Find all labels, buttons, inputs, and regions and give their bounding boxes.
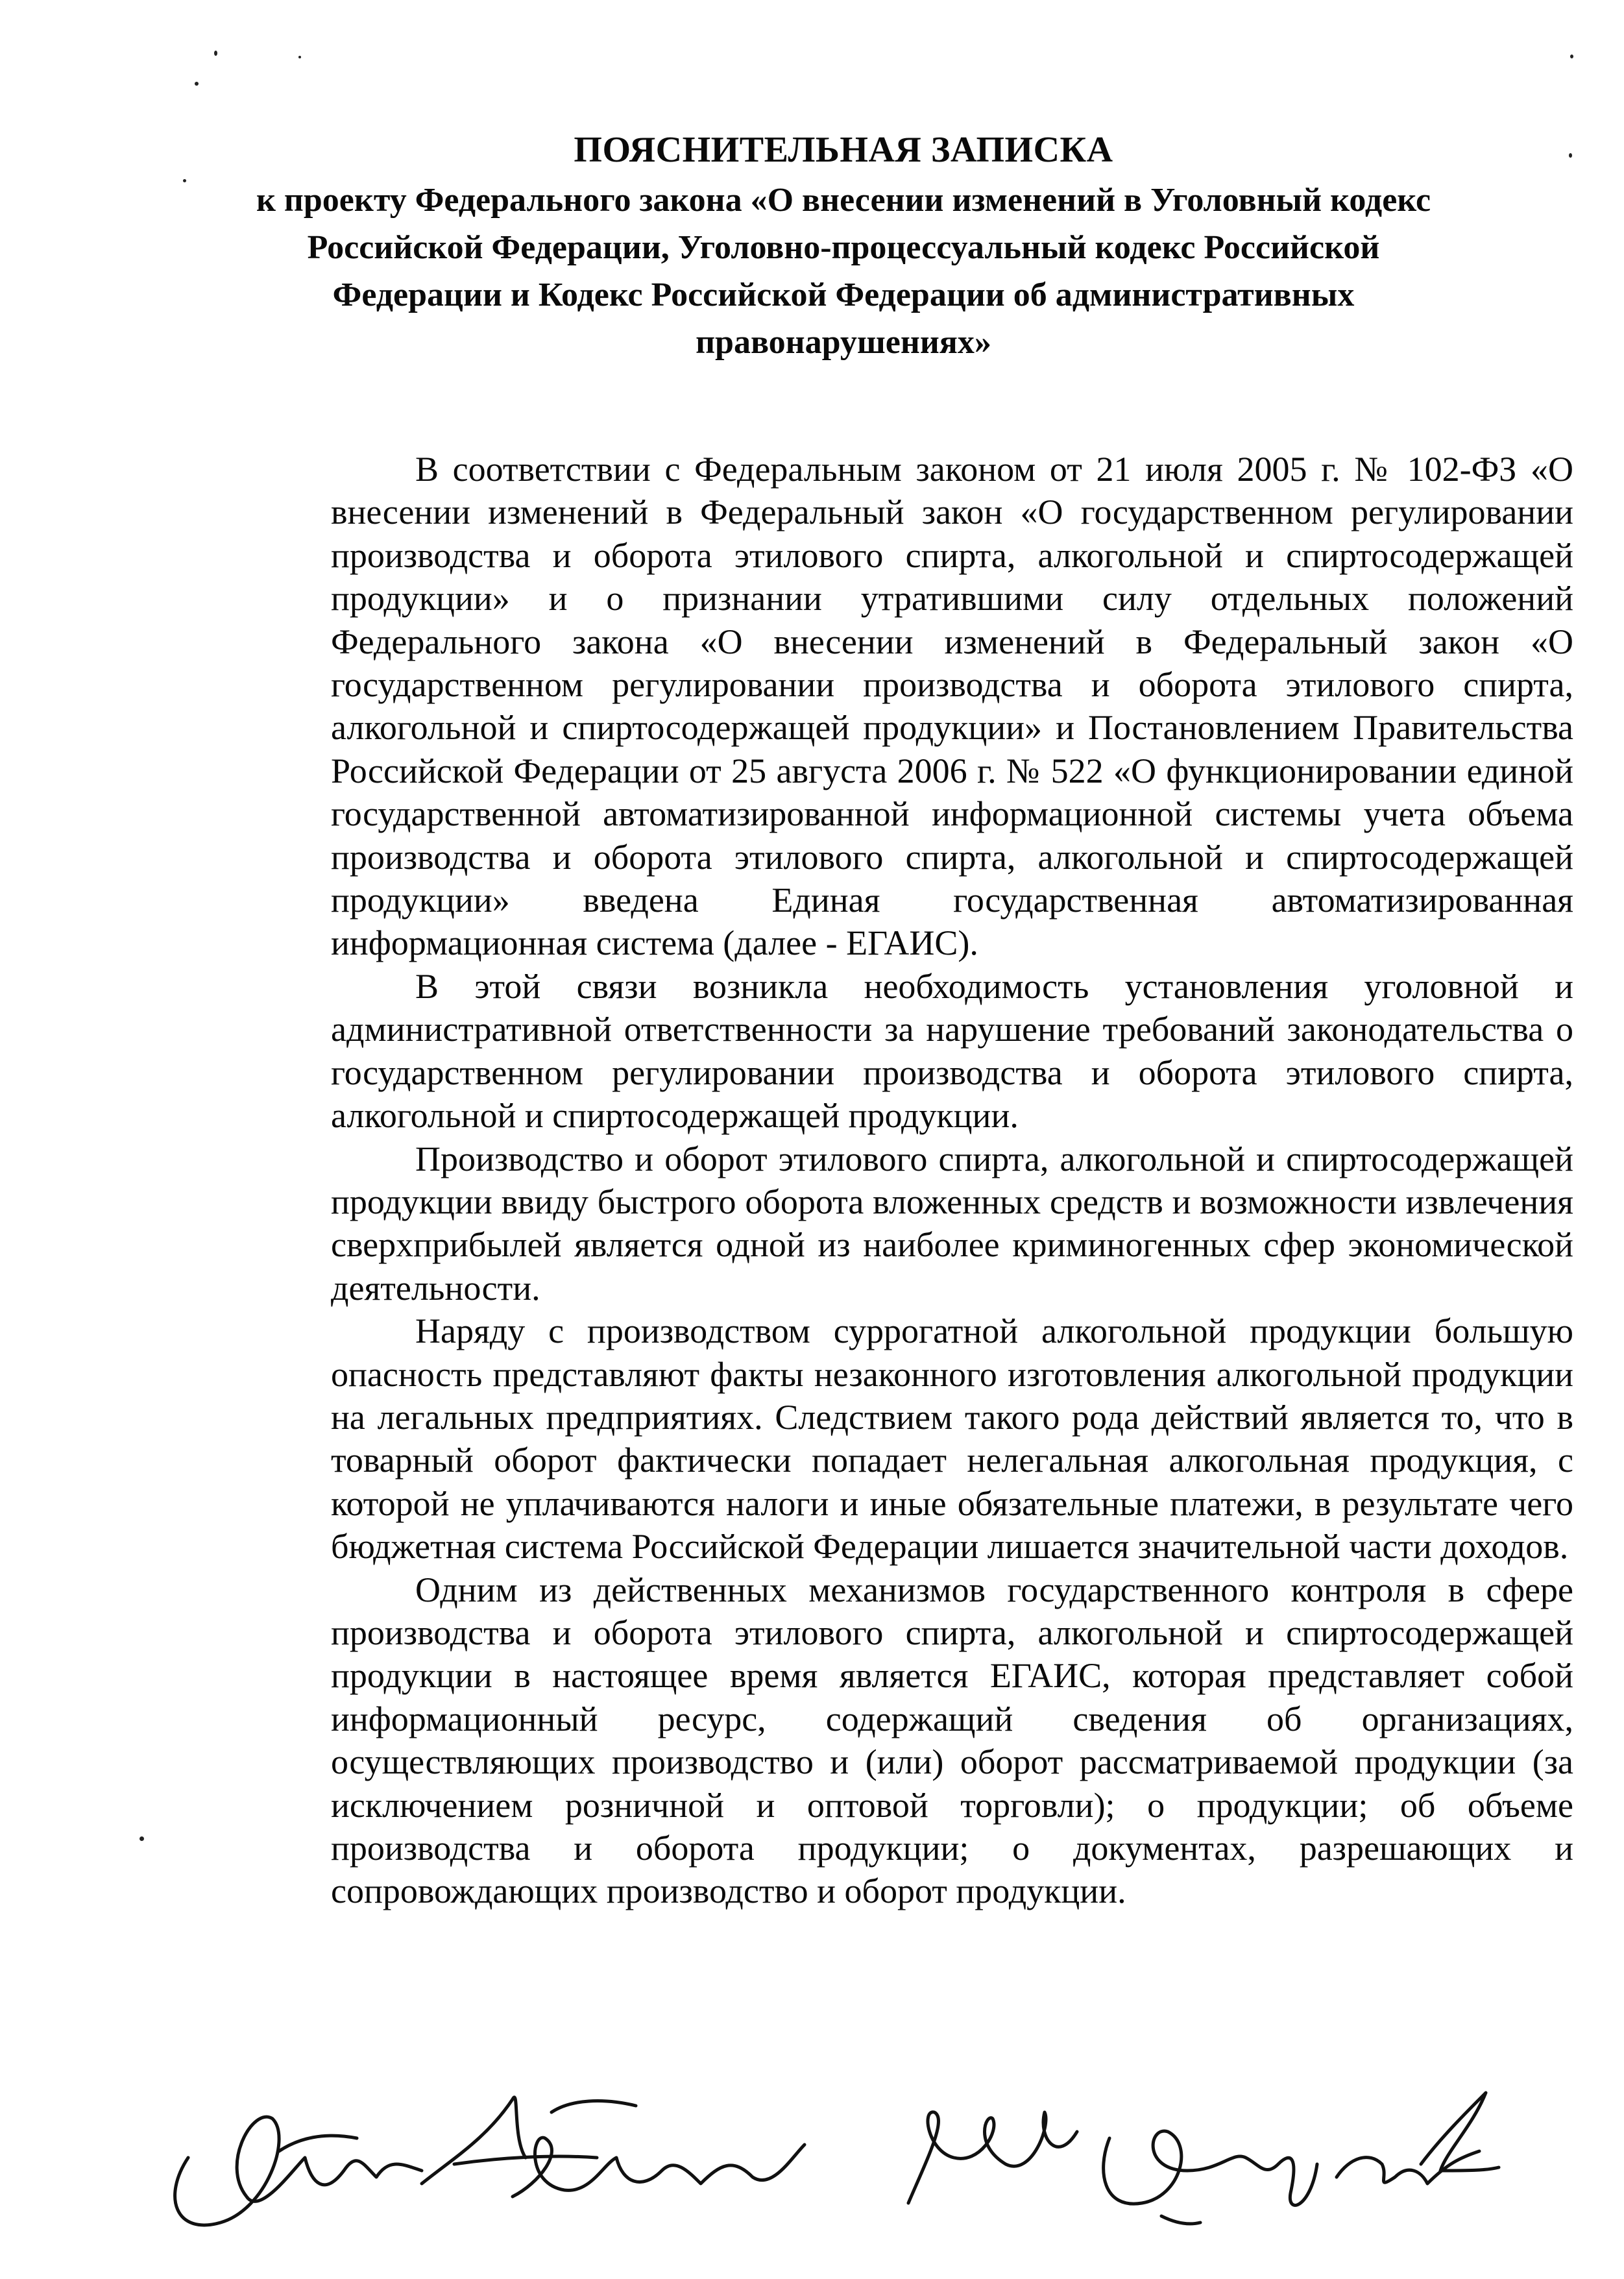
paragraph-4: Наряду с производством суррогатной алкогольной продукции большую опасность представляют факты незаконного изготовления алкогольной продукции на легальных предприятиях. Следствием такого рода действий является то, что в товарный оборот фактически попадает нелегальная алкогольная продукция, с которой не уплачиваются налоги и иные обязательные платежи, в результате чего бюджетная система Российской Федерации лишается значительной части доходов. (331, 1311, 1573, 1566)
signature-3 (908, 2112, 1077, 2203)
signature-5 (1337, 2093, 1499, 2184)
handwritten-signatures (149, 2060, 1512, 2255)
signature-1 (175, 2117, 422, 2225)
signature-2 (422, 2097, 805, 2197)
paragraph-2: В этой связи возникла необходимость установления уголовной и административной ответственности за нарушение требований законодательства о государственном регулировании производства и оборота этилового спирта, алкогольной и спиртосодержащей продукции. (331, 966, 1573, 1136)
signatures-area (149, 2060, 1512, 2255)
signature-4 (1104, 2131, 1317, 2224)
document-header (234, 127, 1453, 366)
paragraph-3: Производство и оборот этилового спирта, алкогольной и спиртосодержащей продукции ввиду быстрого оборота вложенных средств и возможности извлечения сверхприбылей является одной из наиболее криминогенных сфер экономической деятельности. (331, 1139, 1573, 1308)
document-body (331, 448, 1573, 1913)
document-title: ПОЯСНИТЕЛЬНАЯ ЗАПИСКА (574, 130, 1113, 170)
document-subtitle: к проекту Федерального закона «О внесении изменений в Уголовный кодекс Российской Федерации, Уголовно-процессуальный кодекс Российской Федерации и Кодекс Российской Федерации об административных правонарушениях» (256, 182, 1431, 361)
paragraph-1: В соответствии с Федеральным законом от 21 июля 2005 г. № 102-ФЗ «О внесении изменений в Федеральный закон «О государственном регулировании производства и оборота этилового спирта, алкогольной и спиртосодержащей продукции» и о признании утратившими силу отдельных положений Федерального закона «О внесении изменений в Федеральный закон «О государственном регулировании производства и оборота этилового спирта, алкогольной и спиртосодержащей продукции» и Постановлением Правительства Российской Федерации от 25 августа 2006 г. № 522 «О функционировании единой государственной автоматизированной информационной системы учета объема производства и оборота этилового спирта, алкогольной и спиртосодержащей продукции» введена Единая государственная автоматизированная информационная система (далее - ЕГАИС). (331, 450, 1573, 963)
paragraph-5: Одним из действенных механизмов государственного контроля в сфере производства и оборота этилового спирта, алкогольной и спиртосодержащей продукции в настоящее время является ЕГАИС, которая представляет собой информационный ресурс, содержащий сведения об организациях, осуществляющих производство и (или) оборот рассматриваемой продукции (за исключением розничной и оптовой торговли); о продукции; об объеме производства и оборота продукции; о документах, разрешающих и сопровождающих производство и оборот продукции. (331, 1570, 1573, 1911)
